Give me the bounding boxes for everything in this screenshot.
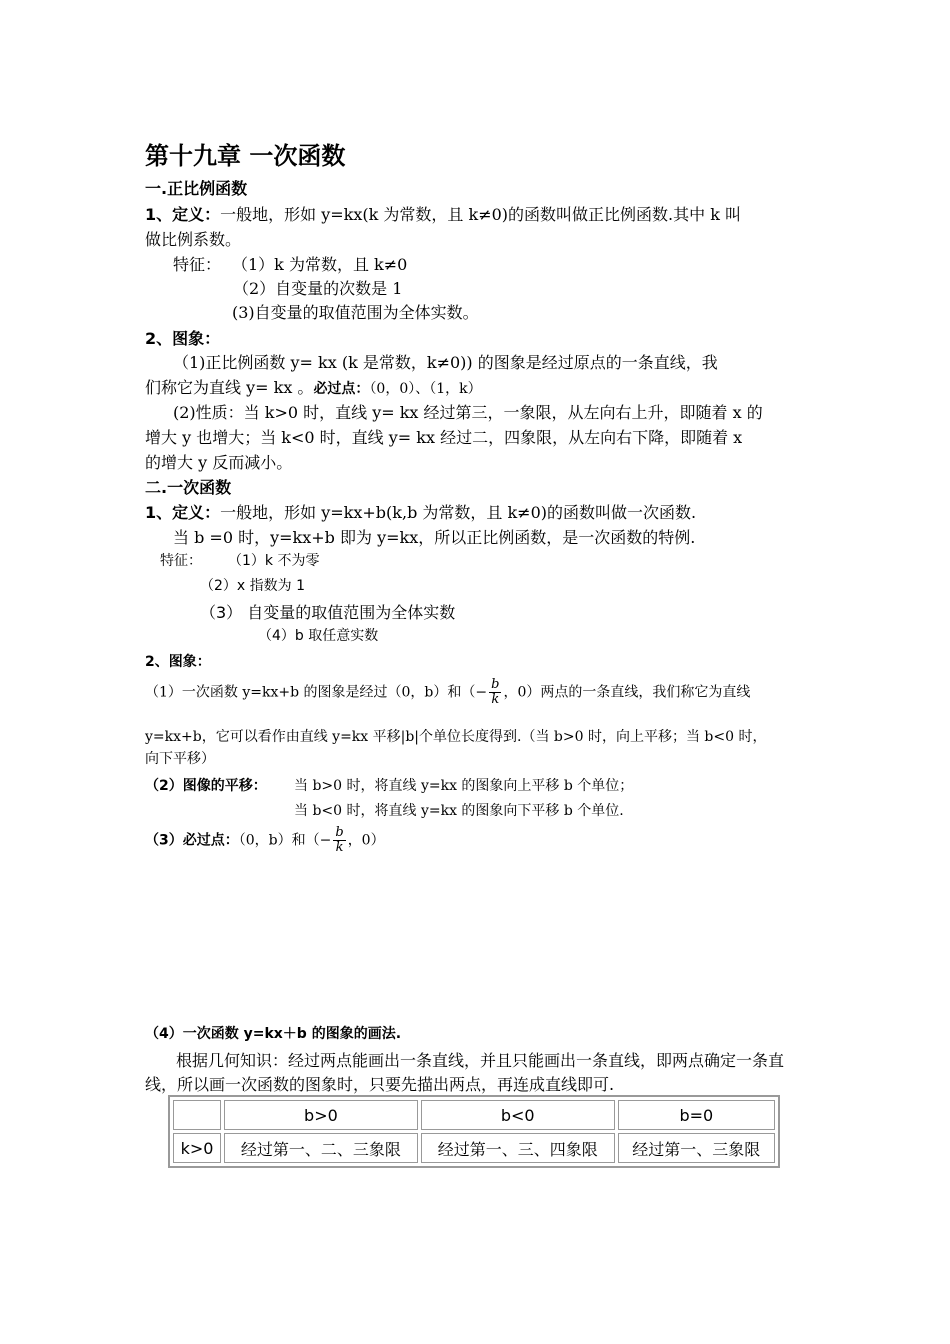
table-header-row bbox=[173, 1100, 775, 1130]
table-cell: 经过第一、二、三象限 bbox=[224, 1133, 418, 1163]
s2-special-case: 当 b =0 时，y=kx+b 即为 y=kx，所以正比例函数，是一次函数的特例. bbox=[173, 528, 696, 547]
s2-definition bbox=[145, 500, 696, 523]
s1-img1-line2b: （0，0）、（1，k） bbox=[369, 381, 482, 397]
fraction-b-over-k bbox=[489, 678, 501, 707]
section-2-heading: 二.一次函数 bbox=[145, 478, 232, 497]
table-header-cell: b=0 bbox=[618, 1100, 775, 1130]
s2-p2-label: （2）图像的平移： bbox=[145, 778, 267, 794]
s2-p2-line1: 当 b>0 时，将直线 y=kx 的图象向上平移 b 个单位； bbox=[294, 778, 634, 794]
s2-feat3: （3） 自变量的取值范围为全体实数 bbox=[200, 603, 456, 622]
s1-img1-line1: （1)正比例函数 y= kx (k 是常数，k≠0)) 的图象是经过原点的一条直线，我 bbox=[173, 353, 718, 372]
s1-def-label: 1、定义： bbox=[145, 205, 221, 224]
s2-img-label: 2、图象： bbox=[145, 654, 211, 670]
table-cell: 经过第一、三、四象限 bbox=[421, 1133, 615, 1163]
fraction-numerator: b bbox=[491, 677, 500, 692]
s2-feat1: （1）k 不为零 bbox=[228, 553, 320, 569]
table-header-cell bbox=[173, 1100, 221, 1130]
s1-img2-line2: 增大 y 也增大；当 k<0 时，直线 y= kx 经过二，四象限，从左向右下降，即随着 x bbox=[145, 428, 743, 447]
s1-img-label: 2、图象： bbox=[145, 329, 221, 348]
table-header-cell: b<0 bbox=[421, 1100, 615, 1130]
s2-p4-line1: 根据几何知识：经过两点能画出一条直线，并且只能画出一条直线，即两点确定一条直 bbox=[176, 1051, 785, 1070]
s2-p1-b: ，0）两点的一条直线，我们称它为直线 bbox=[503, 684, 751, 701]
s2-p1-line2: y=kx+b，它可以看作由直线 y=kx 平移|b|个单位长度得到.（当 b>0 时，向上平移；当 b<0 时， bbox=[145, 729, 767, 745]
s1-img2-line1: (2)性质：当 k>0 时，直线 y= kx 经过第三，一象限，从左向右上升，即随着 x 的 bbox=[173, 403, 763, 422]
fraction-b-over-k-2 bbox=[333, 826, 345, 855]
table-header-cell: b>0 bbox=[224, 1100, 418, 1130]
s2-p2-line2: 当 b<0 时，将直线 y=kx 的图象向下平移 b 个单位. bbox=[294, 803, 624, 819]
s1-img1-line2 bbox=[145, 375, 482, 398]
s1-definition bbox=[145, 202, 741, 225]
s2-p1-line1 bbox=[145, 678, 750, 707]
section-1-heading: 一.正比例函数 bbox=[145, 179, 248, 198]
s2-feat-label: 特征： bbox=[160, 553, 202, 569]
s2-p3-b: ，0） bbox=[347, 832, 385, 849]
s2-p3-line bbox=[145, 826, 385, 855]
s2-p1-line3: 向下平移） bbox=[145, 751, 215, 767]
s2-feat4: （4）b 取任意实数 bbox=[258, 628, 379, 644]
table-cell: k>0 bbox=[173, 1133, 221, 1163]
fraction-denominator: k bbox=[335, 840, 344, 855]
s1-def-text: 一般地，形如 y=kx(k 为常数，且 k≠0)的函数叫做正比例函数.其中 k 叫 bbox=[220, 205, 741, 224]
s2-p4-label: （4）一次函数 y=kx＋b 的图象的画法. bbox=[145, 1026, 402, 1042]
s1-img1-line2a: 们称它为直线 y= kx 。 bbox=[145, 378, 314, 397]
quadrant-table bbox=[168, 1095, 780, 1168]
page-title: 第十九章 一次函数 bbox=[145, 142, 346, 170]
s2-p4-line2: 线，所以画一次函数的图象时，只要先描出两点，再连成直线即可. bbox=[145, 1075, 615, 1094]
s1-img2-line3: 的增大 y 反而减小。 bbox=[145, 453, 293, 472]
s2-def-text: 一般地，形如 y=kx+b(k,b 为常数，且 k≠0)的函数叫做一次函数. bbox=[220, 503, 697, 522]
s2-def-label: 1、定义： bbox=[145, 503, 221, 522]
s2-p3-a: （0，b）和（− bbox=[238, 832, 332, 849]
s1-img1-bold: 必过点： bbox=[313, 381, 370, 397]
s1-def-text2: 做比例系数。 bbox=[145, 230, 242, 249]
s1-feat1: （1）k 为常数，且 k≠0 bbox=[232, 255, 408, 274]
fraction-numerator: b bbox=[335, 825, 344, 840]
s1-feat3: (3)自变量的取值范围为全体实数。 bbox=[232, 303, 479, 322]
s2-p1-a: （1）一次函数 y=kx+b 的图象是经过（0，b）和（− bbox=[145, 684, 488, 701]
fraction-denominator: k bbox=[491, 692, 500, 707]
s2-feat2: （2）x 指数为 1 bbox=[200, 578, 305, 594]
s1-feat2: （2）自变量的次数是 1 bbox=[233, 279, 403, 298]
s1-feat-label: 特征： bbox=[173, 255, 222, 274]
s2-p3-label: （3）必过点： bbox=[145, 832, 239, 849]
table-cell: 经过第一、三象限 bbox=[618, 1133, 775, 1163]
table-row bbox=[173, 1133, 775, 1163]
